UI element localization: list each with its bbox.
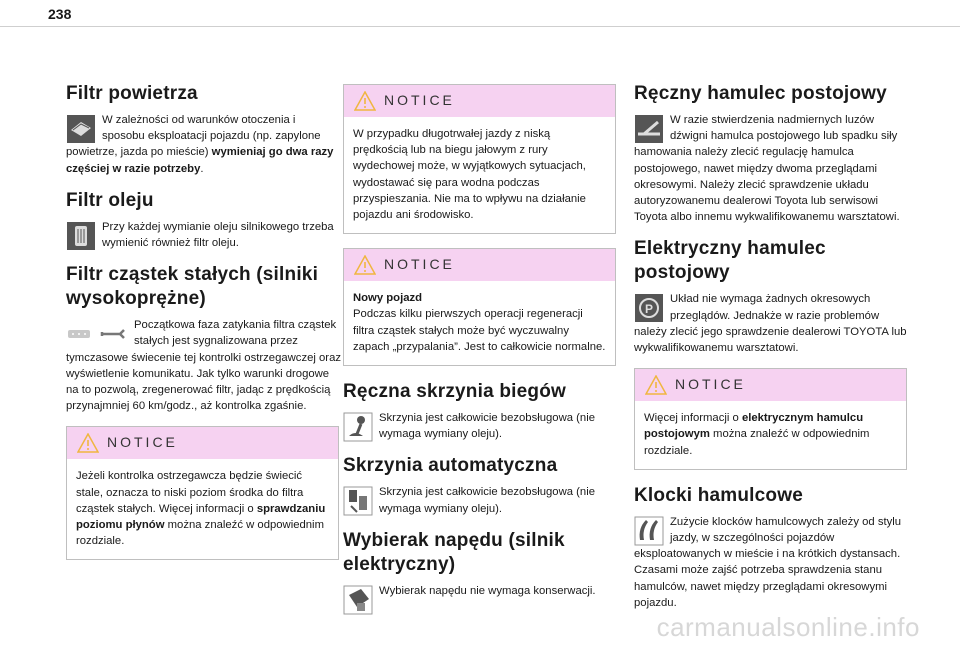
notice-title: NOTICE (384, 256, 455, 273)
section-text: W razie stwierdzenia nadmiernych luzów dźwigni hamulca postojowego lub spadku siły hamowania należy zlecić regulację hamulca postojowego, nawet między dwoma przeglądami okresowymi. Należy zlecić sprawdzenie układu autoryzowanemu dealerowi Toyota lub serwisowi Toyota albo innemu wykwalifikowanemu warsztatowi. (634, 114, 900, 224)
notice-header (67, 427, 338, 459)
section-title: Ręczna skrzynia biegów (343, 381, 566, 403)
notice-box (343, 248, 616, 366)
notice-title: NOTICE (384, 92, 455, 108)
section-title: Klocki hamulcowe (634, 484, 803, 506)
section-automatic-gearbox (343, 454, 618, 516)
section-text: Zużycie klocków hamulcowych zależy od stylu jazdy, w szczególności pojazdów eksploatowanych w mieście i na krótkich dystansach. Czasami może zajść potrzeba sprawdzenia stanu hamulców, nawet między przeglądami okresowymi pojazdu. (634, 515, 902, 609)
section-text: Przy każdej wymianie oleju silnikowego trzeba wymienić również filtr oleju. (66, 219, 341, 251)
section-particle-filter (66, 263, 341, 414)
brake-pads-icon (634, 516, 664, 546)
air-filter-icon (66, 114, 96, 144)
section-drive-selector (343, 529, 618, 599)
notice-text: W przypadku długotrwałej jazdy z niską prędkością lub na biegu jałowym z rury wydechowej może, w wyjątkowych sytuacjach, wydostawać się para wodna podczas przyspieszania. Nie ma to wpływu na działanie pojazdu ani środowisko. (353, 128, 586, 222)
drive-selector-icon (343, 585, 373, 615)
column-3 (634, 82, 909, 623)
section-text: P Układ nie wymaga żadnych okresowych przeglądów. Jednakże w razie problemów należy zlecić jego sprawdzenie dealerowi TOYOTA lub wykwalifikowanemu warsztatowi. (634, 293, 907, 355)
notice-text: Jeżeli kontrolka ostrzegawcza będzie świecić stale, oznacza to niski poziom środka do filtra cząstek stałych. Więcej informacji o sprawdzaniu poziomu płynów można znaleźć w odpowiednim rozdziale. (76, 470, 326, 548)
particle-filter-warning-icon (66, 319, 128, 349)
notice-title: NOTICE (675, 376, 746, 393)
manual-gearbox-icon (343, 412, 373, 442)
section-text: Początkowa faza zatykania filtra cząstek stałych jest sygnalizowana przez tymczasowe świecenie tej kontrolki ostrzegawczej oraz wyświetlenie komunikatu. Jak tylko warunki drogowe na to pozwolą, zregenerować filtr, jadąc z prędkością przynajmniej 60 km/godz., aż kontrolka zgaśnie. (66, 319, 341, 413)
notice-text: Nowy pojazd Podczas kilku pierwszych operacji regeneracji filtra cząstek stałych może być wyczuwalny zapach „przypalania”. Jest to całkowicie normalne. (353, 292, 606, 353)
section-text: Skrzynia jest całkowicie bezobsługowa (nie wymaga wymiany oleju). (343, 484, 618, 516)
section-title: Filtr powietrza (66, 83, 198, 104)
oil-filter-icon (66, 221, 96, 251)
notice-box (66, 426, 339, 560)
notice-box (343, 84, 616, 234)
section-title: Ręczny hamulec postojowy (634, 83, 887, 104)
section-air-filter (66, 82, 341, 177)
section-title: Wybierak napędu (silnik elektryczny) (343, 529, 565, 575)
watermark: carmanualsonline.info (656, 612, 920, 642)
warning-triangle-icon (354, 91, 376, 111)
electric-parking-brake-icon (634, 293, 664, 323)
warning-triangle-icon (645, 375, 667, 395)
section-text: Wybierak napędu nie wymaga konserwacji. (343, 583, 618, 599)
notice-title: NOTICE (107, 434, 178, 451)
handbrake-icon (634, 114, 664, 144)
section-title: Elektryczny hamulec postojowy (634, 238, 826, 284)
notice-text: Więcej informacji o elektrycznym hamulcu postojowym można znaleźć w odpowiednim rozdziale. (644, 412, 870, 457)
section-manual-gearbox (343, 380, 618, 442)
section-electric-parking-brake (634, 237, 909, 356)
notice-header (344, 85, 615, 117)
page-number: 238 (48, 6, 72, 22)
column-1 (66, 82, 341, 574)
notice-box (634, 368, 907, 470)
section-oil-filter (66, 189, 341, 251)
section-title: Filtr oleju (66, 189, 154, 211)
section-title: Filtr cząstek stałych (silniki wysokoprężne) (66, 264, 319, 310)
section-handbrake (634, 82, 909, 225)
warning-triangle-icon (77, 433, 99, 453)
svg-text:P: P (644, 302, 654, 317)
notice-header (344, 249, 615, 281)
section-title: Skrzynia automatyczna (343, 455, 558, 477)
notice-header (635, 369, 906, 401)
section-brake-pads (634, 484, 909, 611)
warning-triangle-icon (354, 255, 376, 275)
section-text: W zależności od warunków otoczenia i sposobu eksploatacji pojazdu (np. zapylone powietrze, jazda po mieście) wymieniaj go dwa razy częściej w razie potrzeby. (66, 114, 334, 175)
column-2 (343, 84, 618, 615)
automatic-gearbox-icon (343, 486, 373, 516)
section-text: Skrzynia jest całkowicie bezobsługowa (nie wymaga wymiany oleju). (343, 410, 618, 442)
header-divider (0, 26, 960, 27)
